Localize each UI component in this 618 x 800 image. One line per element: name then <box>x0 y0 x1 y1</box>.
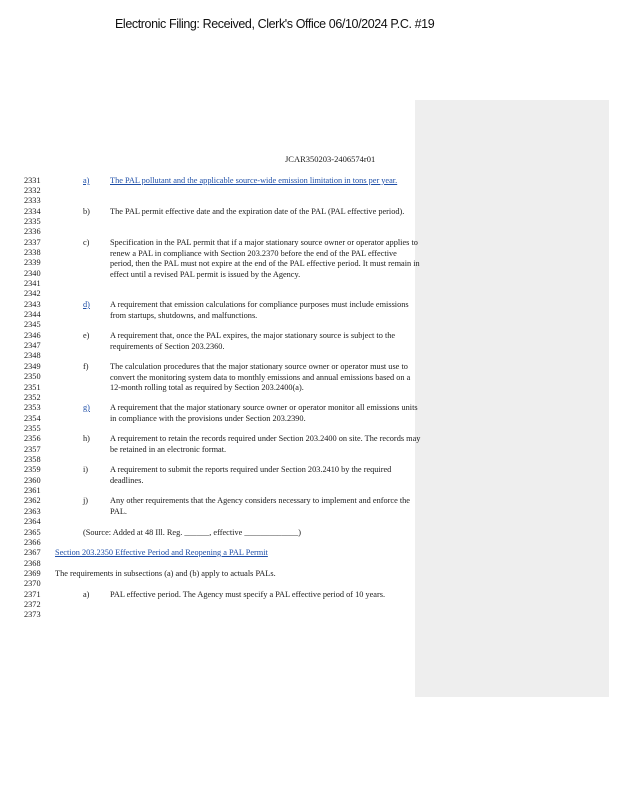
comment-margin-panel <box>415 100 609 697</box>
line-number: 2355 <box>24 424 41 433</box>
item-label-h: h) <box>83 434 90 443</box>
line-number: 2364 <box>24 517 41 526</box>
line-number: 2357 <box>24 445 41 454</box>
line-number: 2344 <box>24 310 41 319</box>
item-text-h: A requirement to retain the records required under Section 203.2400 on site. The records may be retained in an electronic format. <box>110 434 421 454</box>
item-label-a: a) <box>83 176 90 185</box>
line-number: 2372 <box>24 600 41 609</box>
item-label-e: e) <box>83 331 90 340</box>
line-number: 2359 <box>24 465 41 474</box>
line-number: 2354 <box>24 414 41 423</box>
line-number: 2341 <box>24 279 41 288</box>
item-label-d: d) <box>83 300 90 309</box>
line-number: 2351 <box>24 383 41 392</box>
item-text-e: A requirement that, once the PAL expires, the major stationary source is subject to the requirements of Section 203.2360. <box>110 331 396 351</box>
line-number: 2366 <box>24 538 41 547</box>
item-text-j: Any other requirements that the Agency considers necessary to implement and enforce the PAL. <box>110 496 410 516</box>
line-number: 2368 <box>24 559 41 568</box>
filing-stamp: Electronic Filing: Received, Clerk's Office 06/10/2024 P.C. #19 <box>115 17 435 31</box>
item-label-b: b) <box>83 207 90 216</box>
line-number: 2352 <box>24 393 41 402</box>
line-number: 2348 <box>24 351 41 360</box>
item-text-a: The PAL pollutant and the applicable source-wide emission limitation in tons per year. <box>110 176 398 185</box>
line-number: 2331 <box>24 176 41 185</box>
document-id: JCAR350203-2406574r01 <box>285 154 376 164</box>
line-number: 2349 <box>24 362 41 371</box>
line-number: 2353 <box>24 403 41 412</box>
line-number: 2335 <box>24 217 41 226</box>
line-number: 2369 <box>24 569 41 578</box>
line-number: 2362 <box>24 496 41 505</box>
item-text-c: Specification in the PAL permit that if a major stationary source owner or operator applies to renew a PAL in compliance with Section 203.2370 before the end of the PAL effective period, then the PAL must not expire at the end of the PAL effective period. It must remain in effect until a revised PAL permit is issued by the Agency. <box>110 238 420 279</box>
line-number: 2333 <box>24 196 41 205</box>
line-number: 2367 <box>24 548 41 557</box>
line-number: 2340 <box>24 269 41 278</box>
item-label-c: c) <box>83 238 90 247</box>
item-label-f: f) <box>83 362 89 371</box>
section-heading: Section 203.2350 Effective Period and Reopening a PAL Permit <box>55 548 268 557</box>
line-number: 2343 <box>24 300 41 309</box>
item-text-i: A requirement to submit the reports required under Section 203.2410 by the required deadlines. <box>110 465 392 485</box>
line-number: 2332 <box>24 186 41 195</box>
line-number: 2334 <box>24 207 41 216</box>
line-number: 2363 <box>24 507 41 516</box>
source-note: (Source: Added at 48 Ill. Reg. ______, effective _____________) <box>83 528 302 537</box>
item-text-b: The PAL permit effective date and the expiration date of the PAL (PAL effective period). <box>110 207 405 216</box>
item-label-i: i) <box>83 465 89 474</box>
item-text-f: The calculation procedures that the major stationary source owner or operator must use to convert the monitoring system data to monthly emissions and annual emissions based on a 12-month rolling total as required by Section 203.2400(a). <box>110 362 411 392</box>
line-number: 2342 <box>24 289 41 298</box>
final-item-label: a) <box>83 590 90 599</box>
item-label-j: j) <box>83 496 89 505</box>
line-number: 2371 <box>24 590 41 599</box>
item-text-g: A requirement that the major stationary source owner or operator monitor all emissions units in compliance with the provisions under Section 203.2390. <box>110 403 418 423</box>
line-number: 2347 <box>24 341 41 350</box>
final-item-text: PAL effective period. The Agency must specify a PAL effective period of 10 years. <box>110 590 386 599</box>
line-number: 2337 <box>24 238 41 247</box>
line-number: 2370 <box>24 579 41 588</box>
section-intro: The requirements in subsections (a) and (b) apply to actuals PALs. <box>55 569 276 578</box>
line-number: 2365 <box>24 528 41 537</box>
line-number: 2346 <box>24 331 41 340</box>
line-number: 2356 <box>24 434 41 443</box>
line-number: 2358 <box>24 455 41 464</box>
line-number: 2345 <box>24 320 41 329</box>
line-number: 2336 <box>24 227 41 236</box>
line-number: 2338 <box>24 248 41 257</box>
line-number: 2339 <box>24 258 41 267</box>
line-number: 2373 <box>24 610 41 619</box>
line-number: 2361 <box>24 486 41 495</box>
line-number: 2350 <box>24 372 41 381</box>
item-label-g: g) <box>83 403 90 412</box>
line-number: 2360 <box>24 476 41 485</box>
item-text-d: A requirement that emission calculations for compliance purposes must include emissions from startups, shutdowns, and malfunctions. <box>110 300 409 320</box>
